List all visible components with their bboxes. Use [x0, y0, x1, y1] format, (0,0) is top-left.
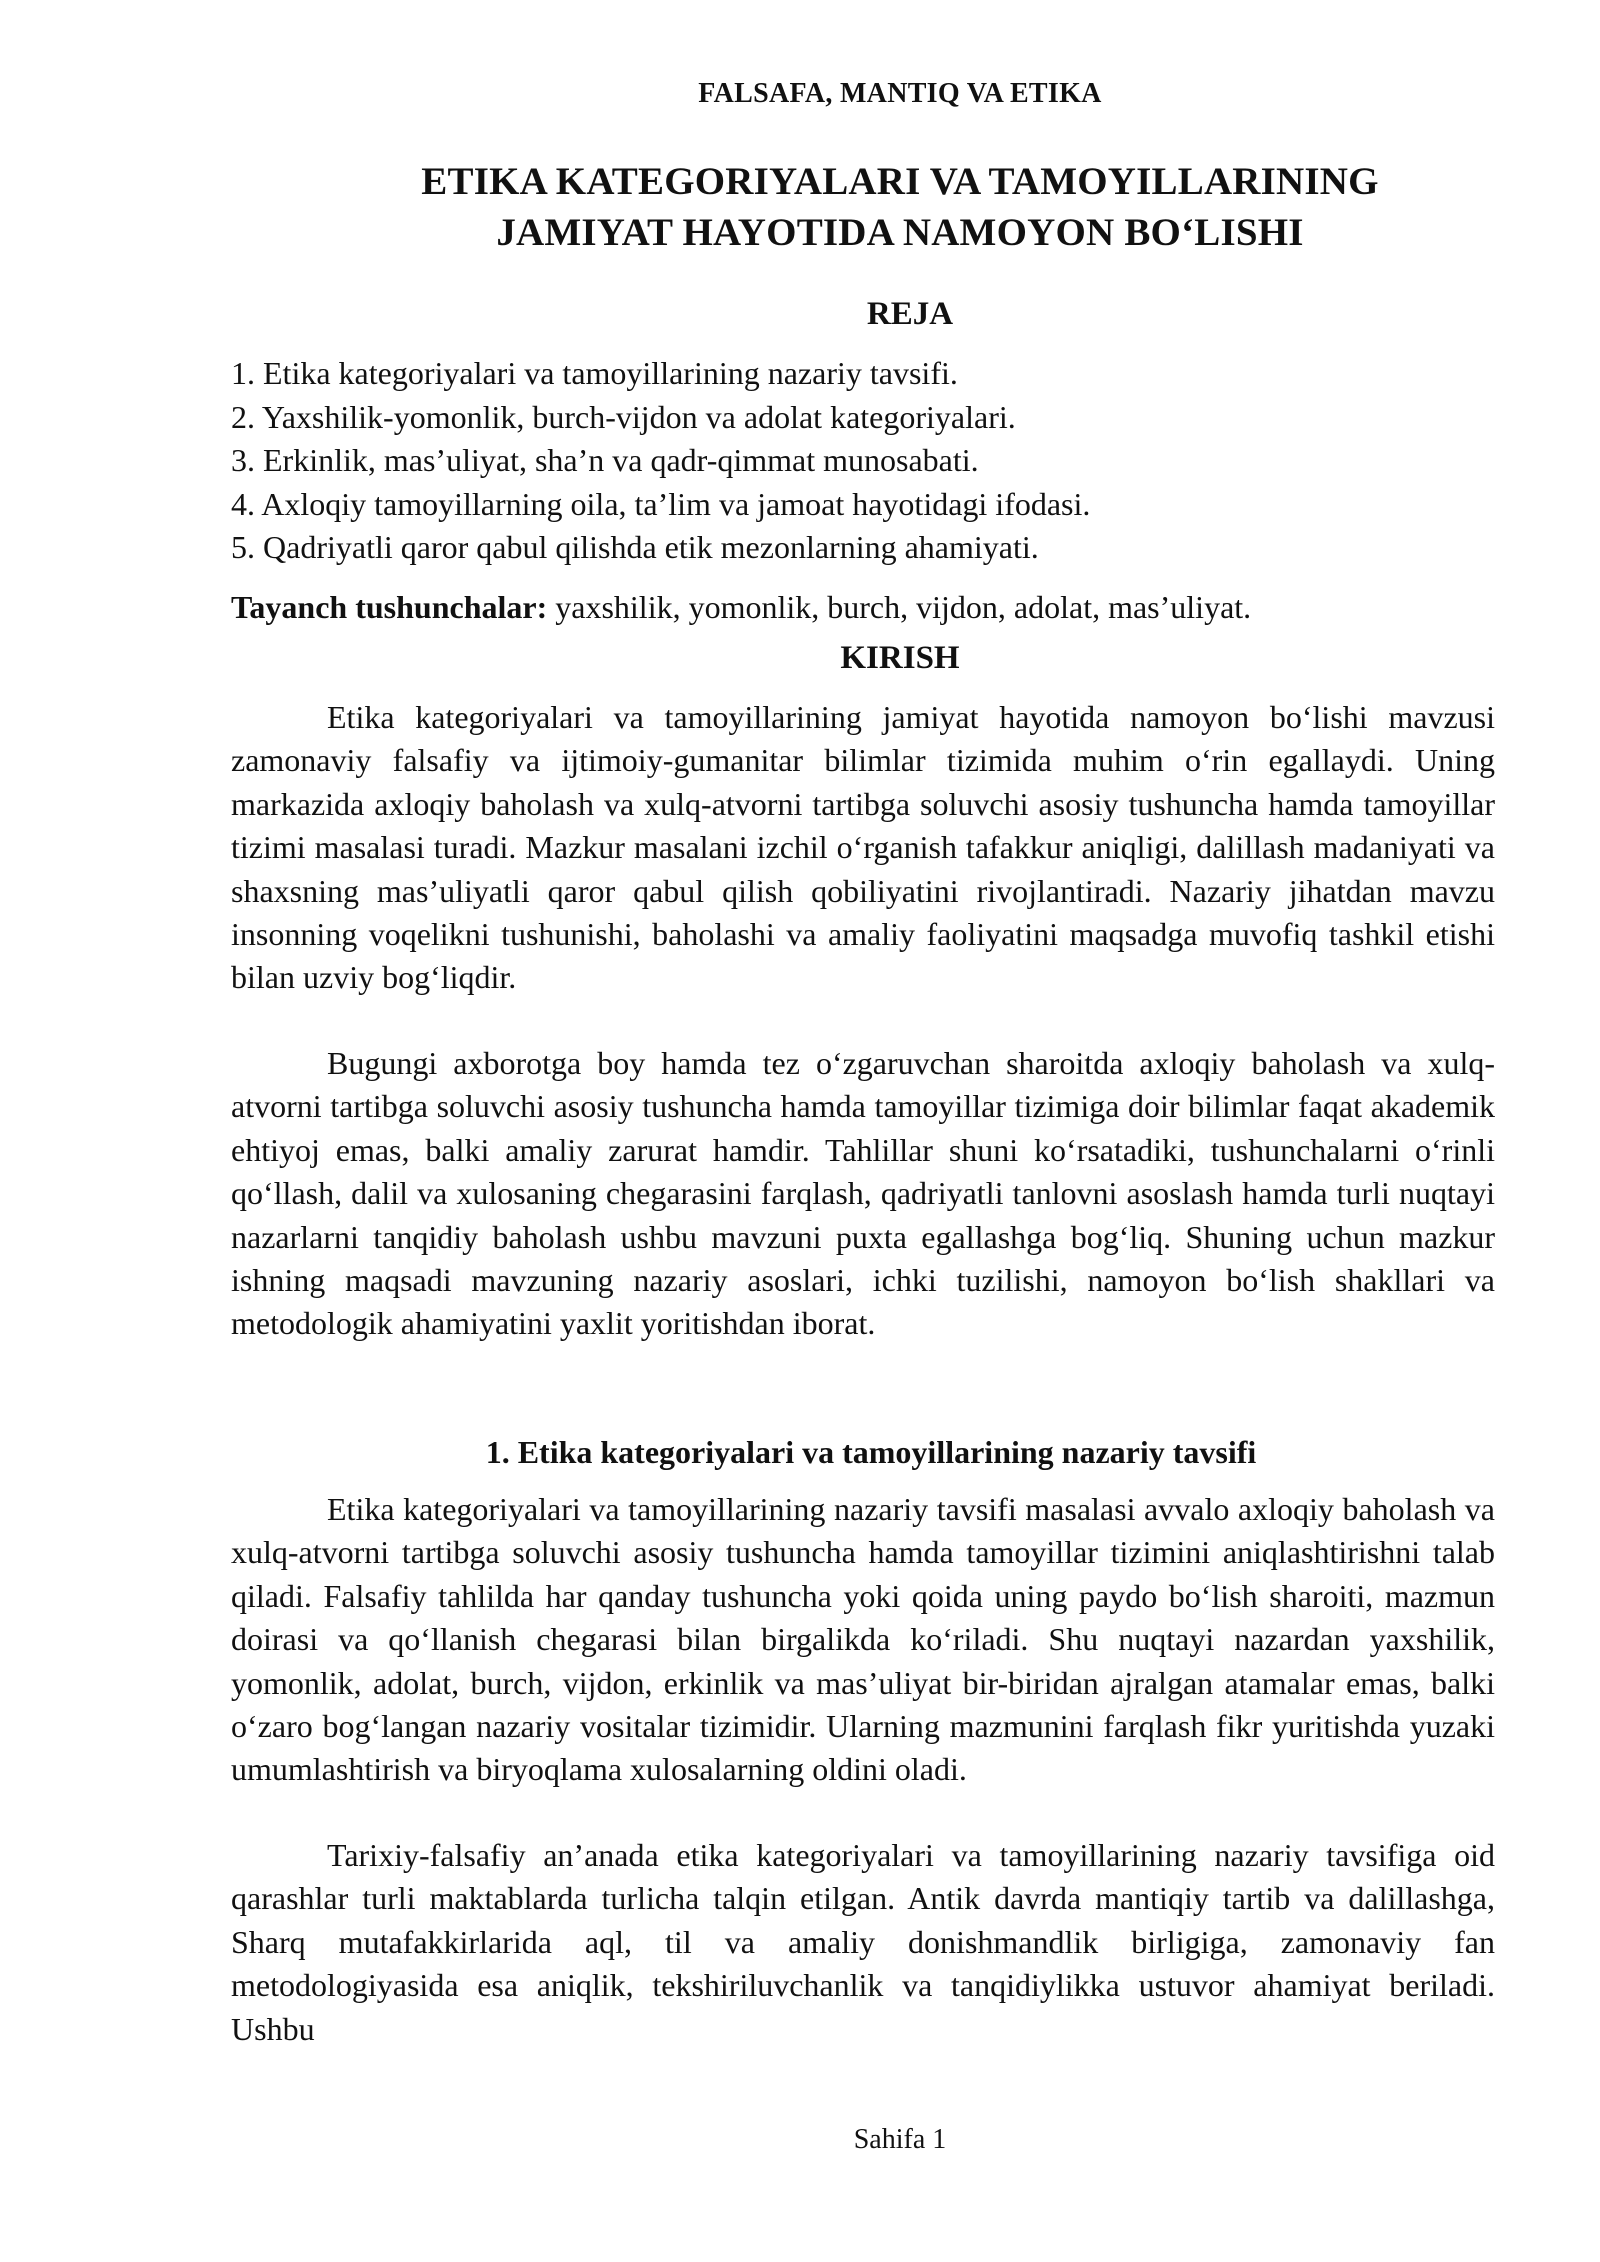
running-header: FALSAFA, MANTIQ VA ETIKA — [698, 78, 1102, 109]
plan-item: 5. Qadriyatli qaror qabul qilishda etik mezonlarning ahamiyati. — [231, 529, 1039, 565]
plan-list — [231, 352, 1090, 570]
page-number: Sahifa 1 — [853, 2124, 947, 2155]
section-1-paragraph: Etika kategoriyalari va tamoyillarining nazariy tavsifi masalasi avvalo axloqiy baholash va xulq-atvorni tartibga soluvchi asosiy tushuncha hamda tamoyillar tizimini aniqlashtirishni talab qiladi. Falsafiy tahlilda har qanday tushuncha yoki qoida uning paydo bo‘lish sharoiti, mazmun doirasi va qo‘llanish chegarasi bilan birgalikda ko‘riladi. Shu nuqtayi nazardan yaxshilik, yomonlik, adolat, burch, vijdon, erkinlik va mas’uliyat bir-biridan ajralgan atamalar emas, balki o‘zaro bog‘langan nazariy vositalar tizimidir. Ularning mazmunini farqlash fikr yuritishda yuzaki umumlashtirish va biryoqlama xulosalarning oldini oladi. — [231, 1491, 1495, 1788]
key-concepts — [231, 586, 1511, 629]
plan-item: 2. Yaxshilik-yomonlik, burch-vijdon va adolat kategoriyalari. — [231, 398, 1016, 435]
key-concepts-label: Tayanch tushunchalar: — [231, 589, 548, 625]
section-1-heading: 1. Etika kategoriyalari va tamoyillarining nazariy tavsifi — [485, 1434, 1257, 1470]
plan-item: 3. Erkinlik, mas’uliyat, sha’n va qadr-qimmat munosabati. — [231, 442, 979, 478]
plan-item: 4. Axloqiy tamoyillarning oila, ta’lim va jamoat hayotidagi ifodasi. — [231, 485, 1091, 522]
section-1-paragraph: Tarixiy-falsafiy an’anada etika kategoriyalari va tamoyillarining nazariy tavsifiga oid qarashlar turli maktablarda turlicha talqin etilgan. Antik davrda mantiqiy tartib va dalillashga, Sharq mutafakkirlarida aql, til va amaliy donishmandlik birligiga, zamonaviy fan metodologiyasida esa aniqlik, tekshiriluvchanlik va tanqidiylikka ustuvor ahamiyat beriladi. Ushbu — [231, 1837, 1495, 2047]
plan-heading: REJA — [866, 296, 954, 332]
key-concepts-text: yaxshilik, yomonlik, burch, vijdon, adolat, mas’uliyat. — [547, 589, 1252, 625]
plan-item: 1. Etika kategoriyalari va tamoyillarining nazariy tavsifi. — [231, 355, 958, 391]
introduction-paragraph: Bugungi axborotga boy hamda tez o‘zgaruvchan sharoitda axloqiy baholash va xulq-atvorni tartibga soluvchi asosiy tushuncha hamda tamoyillar tizimiga doir bilimlar faqat akademik ehtiyoj emas, balki amaliy zarurat hamdir. Tahlillar shuni ko‘rsatadiki, tushunchalarni o‘rinli qo‘llash, dalil va xulosaning chegarasini farqlash, qadriyatli tanlovni asoslash hamda turli nuqtayi nazarlarni tanqidiy baholash ushbu mavzuni puxta egallashga bog‘liq. Shuning uchun mazkur ishning maqsadi mavzuning nazariy asoslari, ichki tuzilishi, namoyon bo‘lish shakllari va metodologik ahamiyatini yaxlit yoritishdan iborat. — [231, 1045, 1495, 1342]
document-title — [231, 156, 1569, 258]
document-title-line-1: ETIKA KATEGORIYALARI VA TAMOYILLARINING — [421, 160, 1379, 203]
introduction-paragraph: Etika kategoriyalari va tamoyillarining jamiyat hayotida namoyon bo‘lishi mavzusi zamonaviy falsafiy va ijtimoiy-gumanitar bilimlar tizimida muhim o‘rin egallaydi. Uning markazida axloqiy baholash va xulq-atvorni tartibga soluvchi asosiy tushuncha hamda tamoyillar tizimi masalasi turadi. Mazkur masalani izchil o‘rganish tafakkur aniqligi, dalillash madaniyati va shaxsning mas’uliyatli qaror qabul qilish qobiliyatini rivojlantiradi. Nazariy jihatdan mavzu insonning voqelikni tushunishi, baholashi va amaliy faoliyatini maqsadga muvofiq tashkil etishi bilan uzviy bog‘liqdir. — [231, 699, 1495, 996]
document-title-line-2: JAMIYAT HAYOTIDA NAMOYON BO‘LISHI — [496, 211, 1304, 254]
introduction-heading: KIRISH — [840, 640, 960, 676]
